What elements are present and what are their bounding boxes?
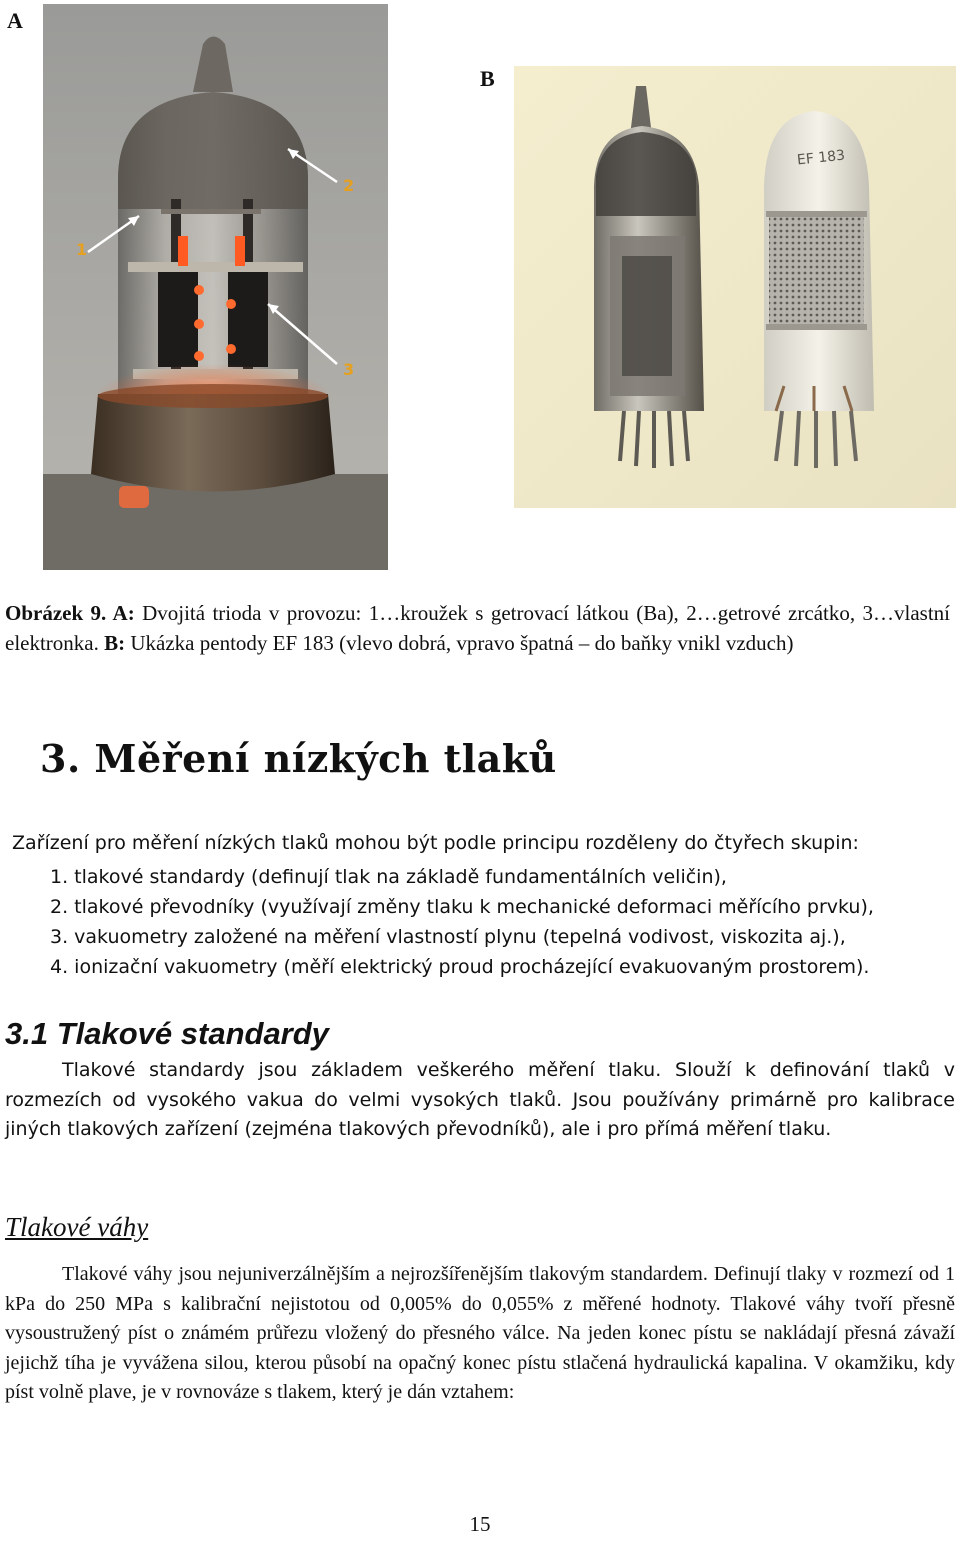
figure-label-b: B bbox=[480, 66, 495, 91]
category-list bbox=[50, 862, 874, 982]
figure-label-a: A bbox=[7, 8, 23, 33]
callout-2: 2 bbox=[343, 176, 355, 195]
photo-pentodes bbox=[514, 66, 956, 508]
subsection-title: 3.1 Tlakové standardy bbox=[5, 1016, 329, 1051]
weights-heading: Tlakové váhy bbox=[5, 1212, 149, 1242]
section-intro: Zařízení pro měření nízkých tlaků mohou být podle principu rozděleny do čtyřech skupin: bbox=[12, 832, 859, 854]
subsection-paragraph: Tlakové standardy jsou základem veškerého měření tlaku. Slouží k definování tlaků v rozmezích od vysokého vakua do velmi vysokých tlaků. Jsou používány primárně pro kalibrace jiných tlakových zařízení (zejména tlakových převodníků), ale i pro přímá měření tlaku. bbox=[5, 1059, 955, 1140]
caption-label-b: B: bbox=[104, 631, 126, 655]
callout-3: 3 bbox=[343, 360, 355, 379]
photo-double-triode bbox=[43, 4, 388, 570]
page-number: 15 bbox=[469, 1512, 491, 1536]
weights-paragraph: Tlakové váhy jsou nejuniverzálnějším a nejrozšířenějším tlakovým standardem. Definují tlaky v rozmezí od 1 kPa do 250 MPa s kalibrační nejistotou od 0,005% do 0,055% z měřené hodnoty. Tlakové váhy tvoří přesně vysoustružený píst o známém průřezu vložený do přesného válce. Na jeden konec pístu se nakládají přesná závaží jejichž tíha je vyvážena silou, kterou působí na opačný konec pístu stlačená hydraulická kapalina. V okamžiku, kdy píst volně plave, je v rovnováze s tlakem, který je dán vztahem: bbox=[5, 1263, 955, 1403]
list-item: 2. tlakové převodníky (využívají změny tlaku k mechanické deformaci měřícího prvku), bbox=[50, 896, 874, 918]
list-item: 3. vakuometry založené na měření vlastností plynu (tepelná vodivost, viskozita aj.), bbox=[50, 926, 846, 948]
tube-marking: EF 183 bbox=[796, 147, 846, 169]
figure-caption bbox=[5, 598, 950, 658]
caption-label-a: Obrázek 9. A: bbox=[5, 601, 135, 625]
list-item: 1. tlakové standardy (definují tlak na základě fundamentálních veličin), bbox=[50, 866, 727, 888]
caption-text-a: Dvojitá trioda v provozu: 1…kroužek s getrovací látkou (Ba), 2…getrové zrcátko, 3…vlastní elektronka. bbox=[5, 601, 950, 655]
section-title: 3. Měření nízkých tlaků bbox=[40, 736, 557, 781]
caption-text-b: Ukázka pentody EF 183 (vlevo dobrá, vpravo špatná – do baňky vnikl vzduch) bbox=[125, 631, 794, 655]
list-item: 4. ionizační vakuometry (měří elektrický proud procházející evakuovaným prostorem). bbox=[50, 956, 870, 978]
callout-1: 1 bbox=[76, 240, 88, 259]
